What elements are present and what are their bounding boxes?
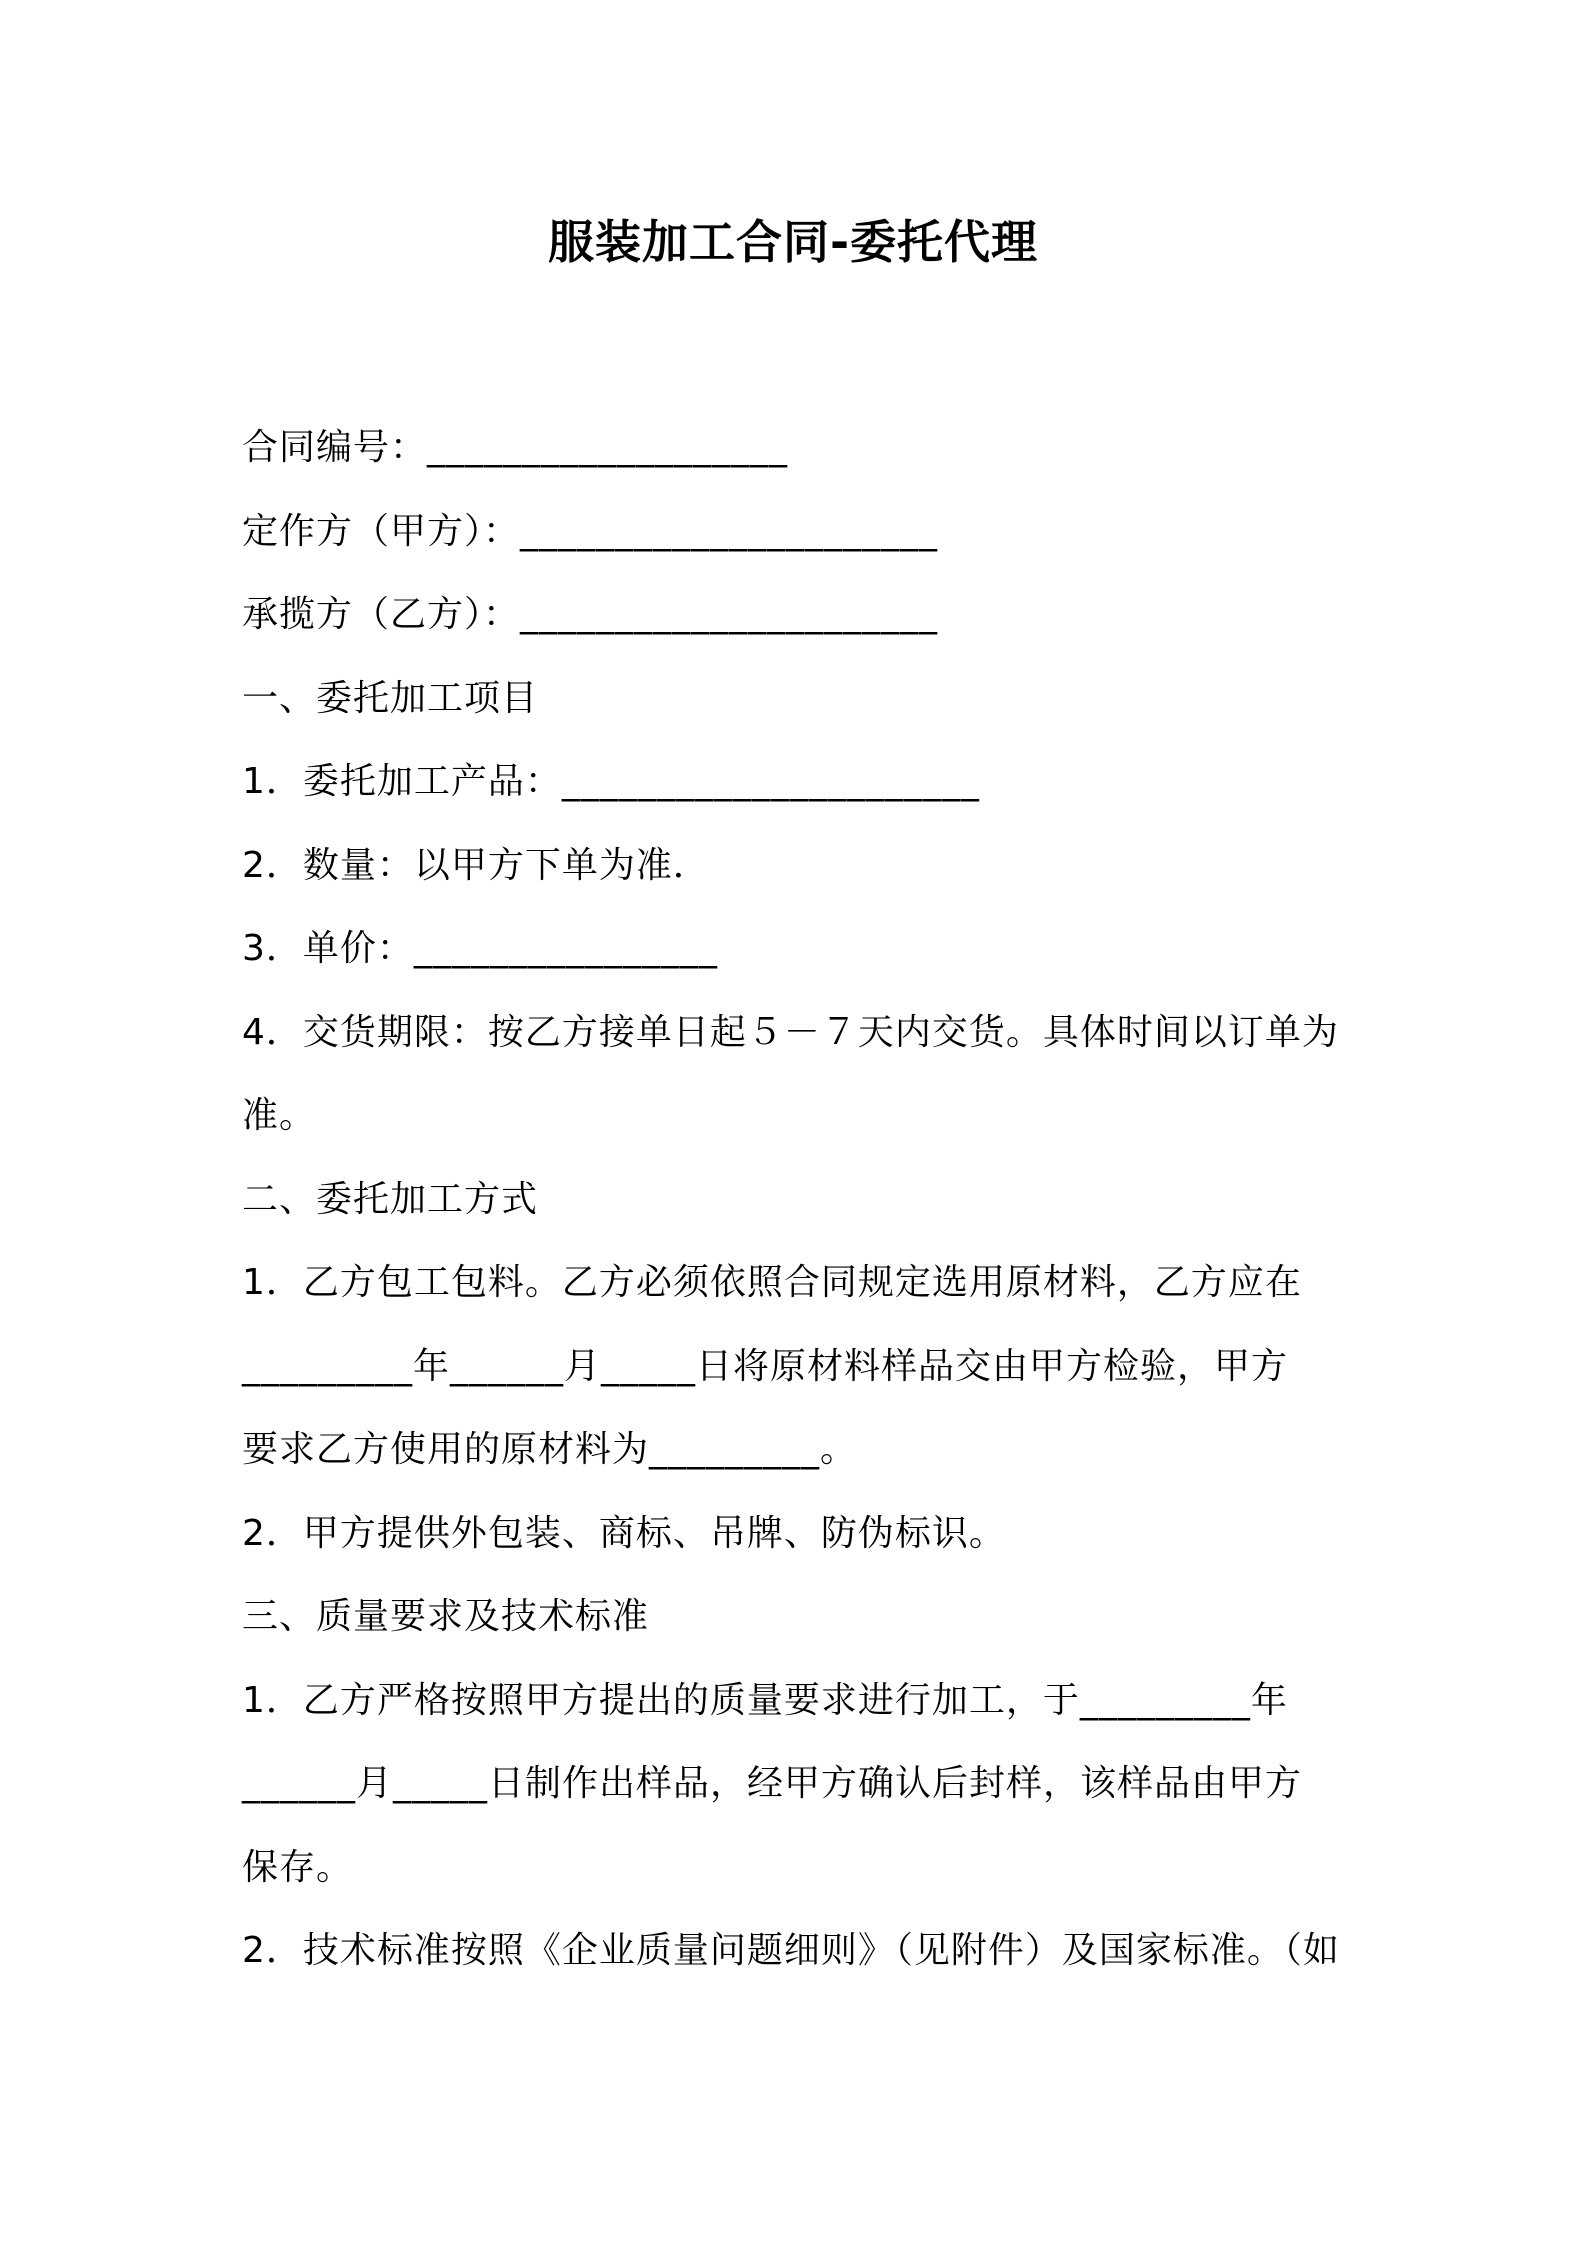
party-b-line: 承揽方（乙方）：______________________ — [242, 594, 939, 635]
clause-1-2: 2．数量：以甲方下单为准． — [242, 844, 710, 886]
clause-1-1: 1．委托加工产品：______________________ — [242, 761, 980, 802]
clause-1-4: 4．交货期限：按乙方接单日起５－７天内交货。具体时间以订单为 — [242, 1011, 1339, 1053]
section-heading-2: 二、委托加工方式 — [242, 1178, 539, 1220]
clause-3-1: 1．乙方严格按照甲方提出的质量要求进行加工，于_________年 — [242, 1679, 1288, 1721]
clause-2-1-continued-2: 要求乙方使用的原材料为_________。 — [242, 1429, 858, 1470]
clause-3-1-continued: ______月_____日制作出样品，经甲方确认后封样，该样品由甲方 — [242, 1763, 1303, 1804]
document-body — [242, 406, 1362, 1993]
clause-3-1-continued-2: 保存。 — [242, 1846, 354, 1888]
party-a-line: 定作方（甲方）：______________________ — [242, 510, 939, 552]
clause-1-4-continued: 准。 — [242, 1095, 317, 1136]
clause-2-1: 1．乙方包工包料。乙方必须依照合同规定选用原材料，乙方应在 — [242, 1262, 1302, 1303]
document-title: 服装加工合同-委托代理 — [547, 215, 1039, 269]
contract-number-line: 合同编号：___________________ — [242, 427, 789, 468]
clause-2-1-continued: _________年______月_____日将原材料样品交由甲方检验，甲方 — [242, 1345, 1289, 1387]
clause-3-2: 2．技术标准按照《企业质量问题细则》（见附件）及国家标准。（如 — [242, 1930, 1340, 1971]
clause-1-3: 3．单价：________________ — [242, 928, 718, 969]
section-heading-1: 一、委托加工项目 — [242, 677, 539, 719]
clause-2-2: 2．甲方提供外包装、商标、吊牌、防伪标识。 — [242, 1512, 1006, 1554]
section-heading-3: 三、质量要求及技术标准 — [242, 1596, 650, 1637]
